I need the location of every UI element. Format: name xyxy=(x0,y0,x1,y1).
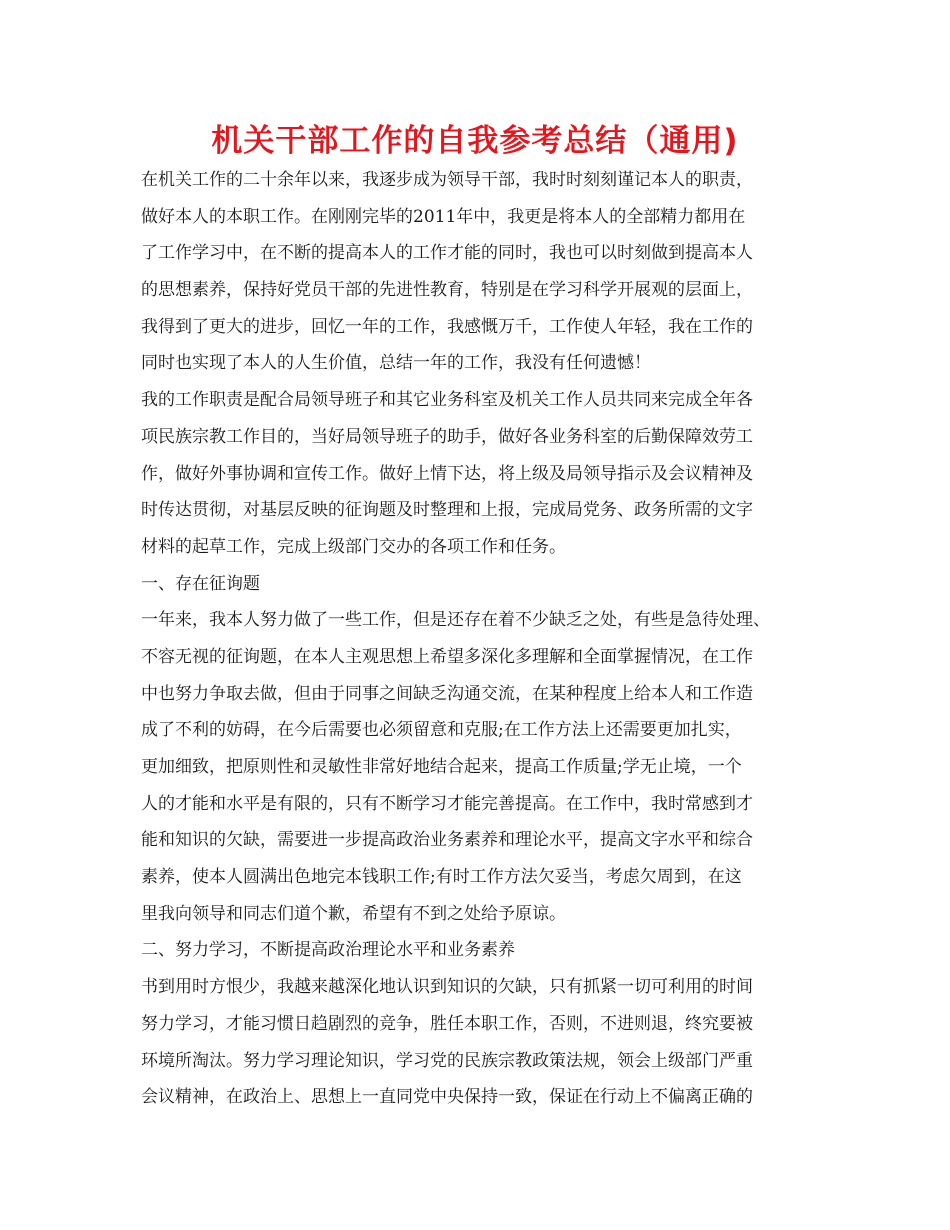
body-line: 做好本人的本职工作。在刚刚完毕的2011年中，我更是将本人的全部精力都用在 xyxy=(141,206,746,227)
section-heading: 一、存在征询题 xyxy=(141,573,260,594)
body-line: 环境所淘汰。努力学习理论知识，学习党的民族宗教政策法规，领会上级部门严重 xyxy=(141,1050,753,1071)
body-line: 不容无视的征询题，在本人主观思想上希望多深化多理解和全面掌握情况，在工作 xyxy=(141,646,753,667)
body-line: 作，做好外事协调和宣传工作。做好上情下达，将上级及局领导指示及会议精神及 xyxy=(141,463,753,484)
body-line: 成了不利的妨碍，在今后需要也必须留意和克服;在工作方法上还需要更加扎实， xyxy=(141,720,742,741)
section-heading: 二、努力学习，不断提高政治理论水平和业务素养 xyxy=(141,940,515,961)
body-line: 了工作学习中，在不断的提高本人的工作才能的同时，我也可以时刻做到提高本人 xyxy=(141,243,753,264)
body-line: 更加细致，把原则性和灵敏性非常好地结合起来，提高工作质量;学无止境，一个 xyxy=(141,757,742,777)
body-line: 材料的起草工作，完成上级部门交办的各项工作和任务。 xyxy=(141,536,566,557)
body-line: 书到用时方恨少，我越来越深化地认识到知识的欠缺，只有抓紧一切可利用的时间 xyxy=(141,977,753,998)
body-line: 同时也实现了本人的人生价值，总结一年的工作，我没有任何遗憾！ xyxy=(141,353,651,374)
body-line: 能和知识的欠缺，需要进一步提高政治业务素养和理论水平，提高文字水平和综合 xyxy=(141,830,753,851)
body-line: 时传达贯彻，对基层反映的征询题及时整理和上报，完成局党务、政务所需的文字 xyxy=(141,500,753,521)
body-line: 素养，使本人圆满出色地完本钱职工作;有时工作方法欠妥当，考虑欠周到，在这 xyxy=(141,867,742,888)
body-line: 努力学习，才能习惯日趋剧烈的竞争，胜任本职工作，否则，不进则退，终究要被 xyxy=(141,1013,753,1034)
body-line: 中也努力争取去做，但由于同事之间缺乏沟通交流，在某种程度上给本人和工作造 xyxy=(141,683,753,704)
body-line: 会议精神，在政治上、思想上一直同党中央保持一致，保证在行动上不偏离正确的 xyxy=(141,1087,753,1108)
body-line: 我的工作职责是配合局领导班子和其它业务科室及机关工作人员共同来完成全年各 xyxy=(141,390,753,411)
body-line: 人的才能和水平是有限的，只有不断学习才能完善提高。在工作中，我时常感到才 xyxy=(141,793,753,814)
body-line: 我得到了更大的进步，回忆一年的工作，我感慨万千，工作使人年轻，我在工作的 xyxy=(141,316,753,337)
document-title: 机关干部工作的自我参考总结（通用) xyxy=(211,123,739,159)
body-line: 的思想素养，保持好党员干部的先进性教育，特别是在学习科学开展观的层面上， xyxy=(141,280,753,301)
body-line: 里我向领导和同志们道个歉，希望有不到之处给予原谅。 xyxy=(141,903,566,924)
body-line: 在机关工作的二十余年以来，我逐步成为领导干部，我时时刻刻谨记本人的职责， xyxy=(141,170,753,190)
body-line: 项民族宗教工作目的，当好局领导班子的助手，做好各业务科室的后勤保障效劳工 xyxy=(141,426,753,447)
body-line: 一年来，我本人努力做了一些工作，但是还存在着不少缺乏之处，有些是急待处理、 xyxy=(141,610,770,631)
document-body xyxy=(141,162,831,1116)
